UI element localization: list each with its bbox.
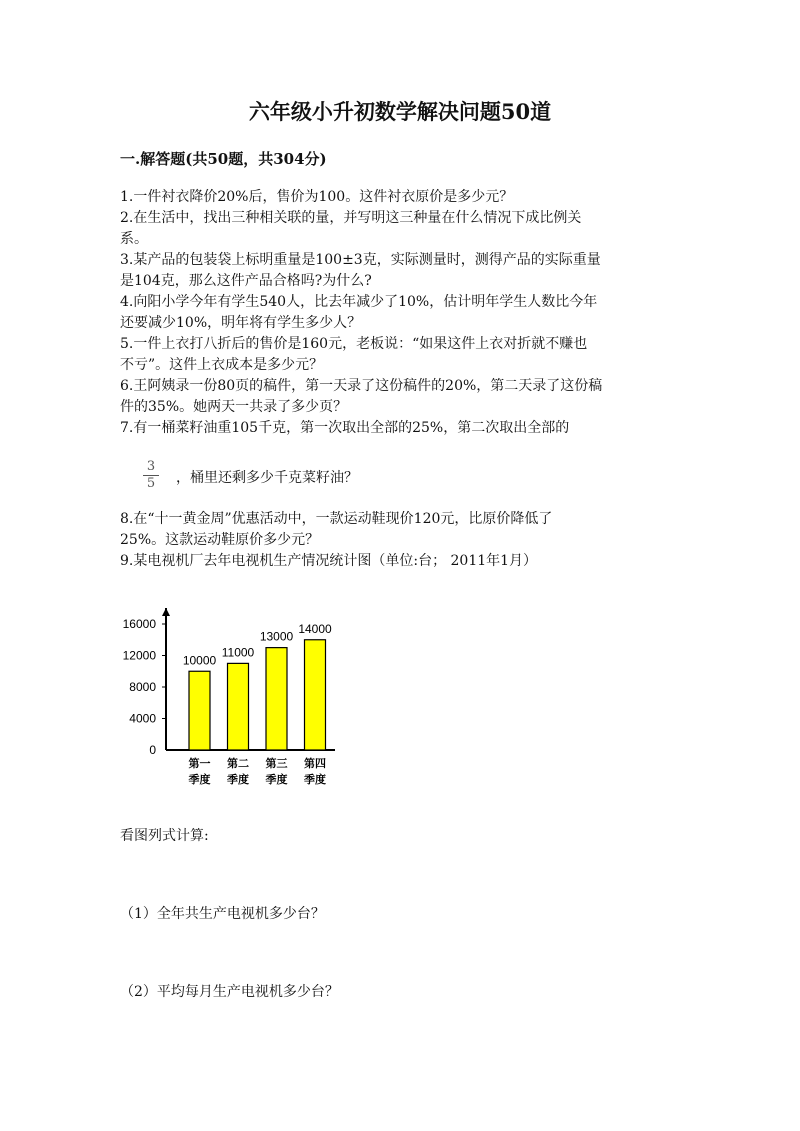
bar-chart [110,596,370,796]
question-line: 25%。这款运动鞋原价多少元？ [120,532,320,548]
bar [189,671,210,750]
question-line: 件的35%。她两天一共录了多少页？ [120,399,348,415]
question-line: 是104克，那么这件产品合格吗?为什么? [120,273,372,289]
question-line: 7.有一桶菜籽油重105千克，第一次取出全部的25%，第二次取出全部的 [120,420,570,436]
fraction-denominator: 5 [146,476,156,491]
x-tick-label: 第一 [188,757,211,770]
y-tick-label: 0 [149,743,156,757]
y-tick-label: 16000 [122,617,156,631]
question-line: 2.在生活中，找出三种相关联的量，并写明这三种量在什么情况下成比例关 [120,210,582,226]
data-label: 11000 [221,645,255,660]
question-line: 8.在“十一黄金周”优惠活动中，一款运动鞋现价120元，比原价降低了 [120,511,553,527]
question-line: 还要减少10%，明年将有学生多少人？ [120,315,362,331]
question-line: 3.某产品的包装袋上标明重量是100±3克，实际测量时，测得产品的实际重量 [120,252,601,268]
question-line: 9.某电视机厂去年电视机生产情况统计图（单位:台； 2011年1月） [120,553,538,569]
question-line: 5.一件上衣打八折后的售价是160元，老板说：“如果这件上衣对折就不赚也 [120,336,588,352]
y-tick-label: 4000 [129,711,156,726]
y-tick-label: 8000 [129,680,156,694]
x-tick-label: 季度 [227,773,249,786]
x-tick-label: 第二 [227,757,249,770]
x-tick-label: 季度 [265,773,288,786]
y-tick-label: 12000 [122,648,156,663]
page-title: 六年级小升初数学解决问题50道 [248,99,552,124]
question-line: 1.一件衬衣降价20%后，售价为100。这件衬衣原价是多少元？ [120,189,514,205]
y-axis-arrow [162,608,170,616]
x-tick-label: 第四 [304,757,326,770]
fraction-three-fifths [143,460,159,491]
data-label: 13000 [259,629,294,644]
question-line: 系。 [120,231,148,247]
question-line: 不亏”。这件上衣成本是多少元？ [120,357,324,373]
data-label: 14000 [298,621,332,636]
x-tick-label: 季度 [188,773,211,786]
bar [266,648,287,750]
data-label: 10000 [182,653,217,668]
bar [228,663,249,750]
sub-question-2: （2）平均每月生产电视机多少台？ [120,984,339,1000]
sub-question-1: （1）全年共生产电视机多少台？ [120,906,325,922]
bar [305,640,326,750]
question-7-tail: ，桶里还剩多少千克菜籽油？ [176,470,358,486]
question-line: 4.向阳小学今年有学生540人，比去年减少了10%，估计明年学生人数比今年 [120,294,598,310]
section-heading: 一.解答题(共50题，共304分) [120,150,327,168]
fraction-numerator: 3 [146,459,156,474]
x-tick-label: 季度 [304,773,326,786]
instruction-text: 看图列式计算: [120,828,209,844]
question-line: 6.王阿姨录一份80页的稿件，第一天录了这份稿件的20%，第二天录了这份稿 [120,378,603,394]
x-tick-label: 第三 [265,757,288,770]
